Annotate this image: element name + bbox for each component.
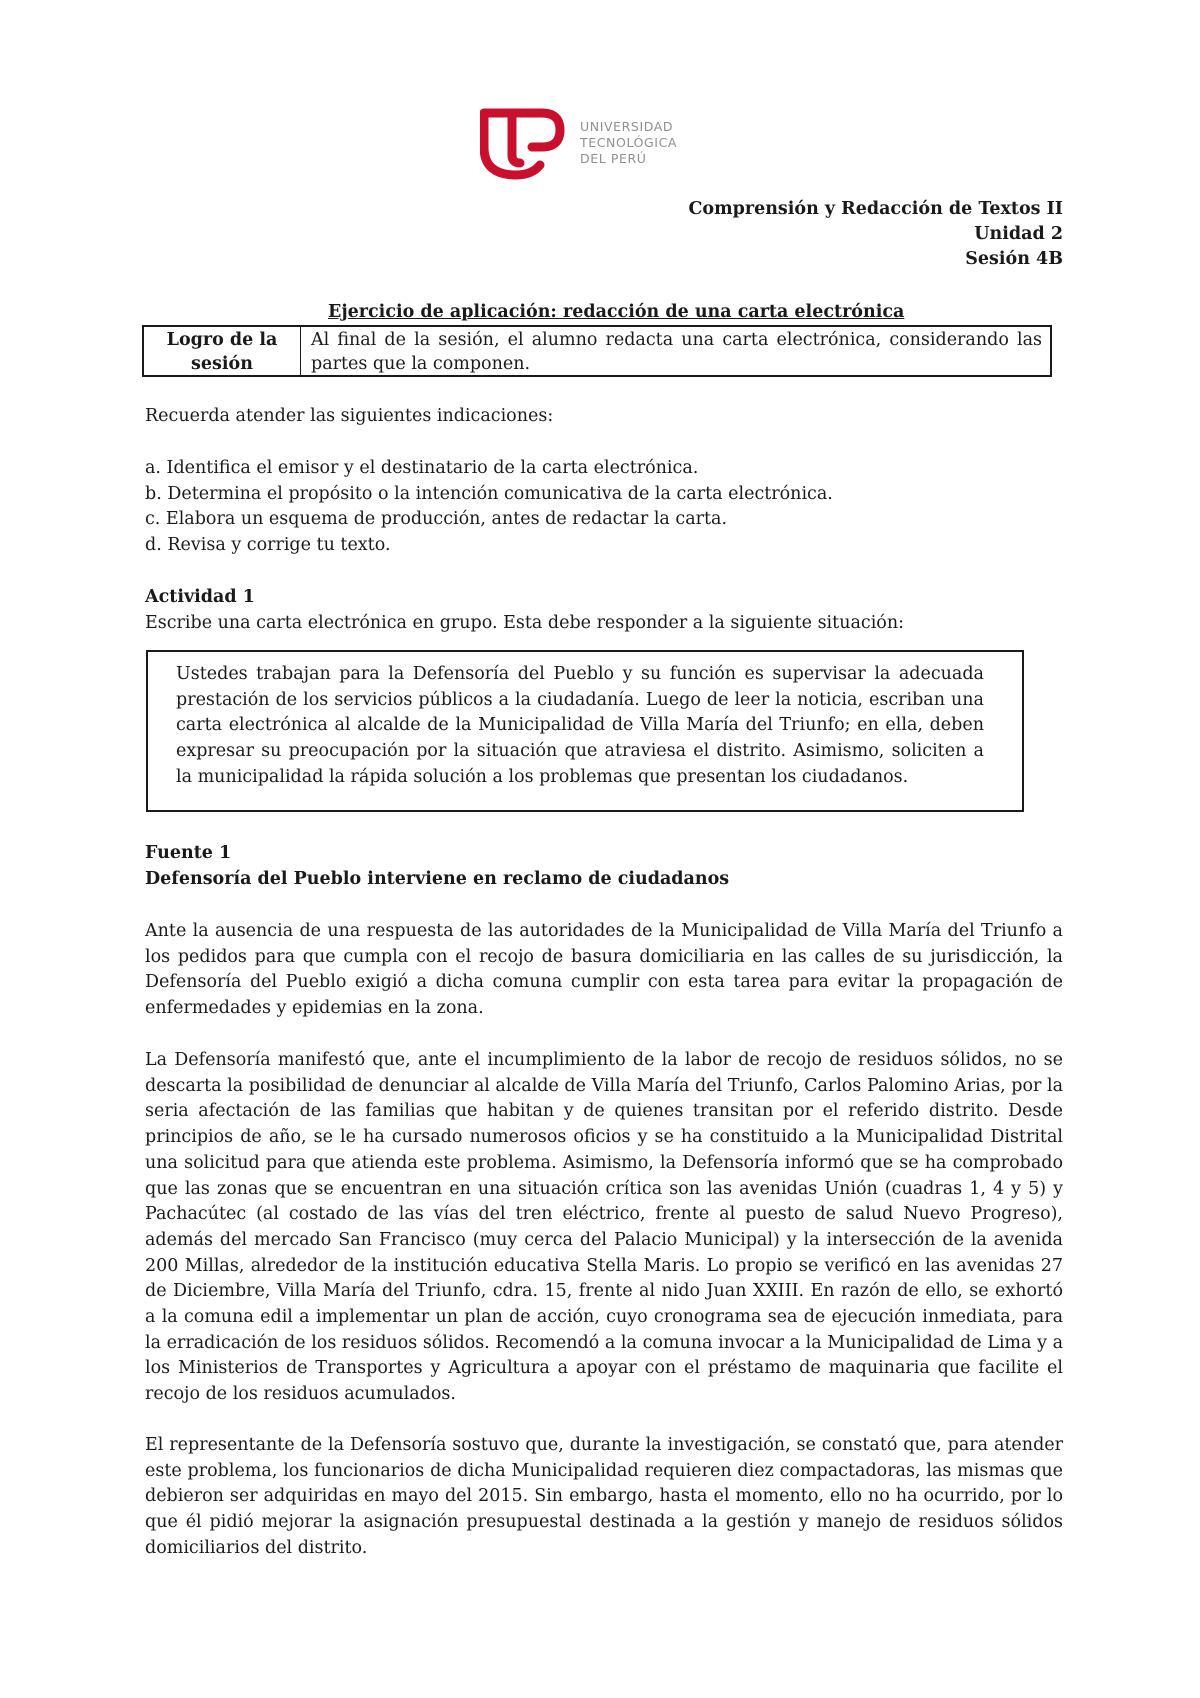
session-goal-table	[142, 325, 1052, 377]
activity-title: Actividad 1	[145, 587, 255, 607]
source-heading	[145, 841, 1063, 892]
exercise-title: Ejercicio de aplicación: redacción de una carta electrónica	[328, 302, 905, 322]
unit-label: Unidad 2	[974, 224, 1063, 244]
session-goal-text: Al final de la sesión, el alumno redacta una carta electrónica, considerando las partes que la componen.	[311, 330, 1042, 374]
indication-item: d. Revisa y corrige tu texto.	[145, 535, 391, 556]
source-paragraph: El representante de la Defensoría sostuvo que, durante la investigación, se constató que, para atender este problema, los funcionarios de dicha Municipalidad requieren diez compactadoras, las mismas que debieron ser adquiridas en mayo del 2015. Sin embargo, hasta el momento, ello no ha ocurrido, por lo que él pidió mejorar la asignación presupuestal destinada a la gestión y manejo de residuos sólidos domiciliarios del distrito.	[145, 1435, 1063, 1558]
utp-logo	[480, 103, 700, 183]
source-paragraph: Ante la ausencia de una respuesta de las autoridades de la Municipalidad de Villa María del Triunfo a los pedidos para que cumpla con el recojo de basura domiciliaria en las calles de su jurisdicción, la Defensoría del Pueblo exigió a dicha comuna cumplir con esta tarea para evitar la propagación de enfermedades y epidemias en la zona.	[145, 921, 1063, 1019]
logo-wordmark	[580, 119, 677, 167]
utp-logo-icon	[480, 103, 570, 181]
indications-list	[145, 456, 1063, 559]
logo-line-3: DEL PERÚ	[580, 151, 647, 166]
situation-box: Ustedes trabajan para la Defensoría del Pueblo y su función es supervisar la adecuada prestación de los servicios públicos a la ciudadanía. Luego de leer la noticia, escriban una carta electrónica al alcalde de la Municipalidad de Villa María del Triunfo; en ella, deben expresar su preocupación por la situación que atraviesa el distrito. Asimismo, soliciten a la municipalidad la rápida solución a los problemas que presentan los ciudadanos.	[146, 650, 1024, 812]
session-goal-label-line-2: sesión	[191, 354, 253, 374]
indication-item: a. Identifica el emisor y el destinatario de la carta electrónica.	[145, 458, 699, 478]
indication-item: b. Determina el propósito o la intención comunicativa de la carta electrónica.	[145, 483, 833, 504]
session-goal-label	[144, 327, 301, 375]
source-title: Defensoría del Pueblo interviene en reclamo de ciudadanos	[145, 868, 730, 889]
activity-instruction: Escribe una carta electrónica en grupo. Esta debe responder a la siguiente situación:	[145, 612, 904, 633]
session-goal-label-line-1: Logro de la	[166, 330, 278, 350]
course-title: Comprensión y Redacción de Textos II	[688, 199, 1063, 219]
course-header	[689, 197, 1064, 272]
session-label: Sesión 4B	[965, 249, 1063, 269]
source-label: Fuente 1	[145, 843, 232, 863]
indication-item: c. Elabora un esquema de producción, antes de redactar la carta.	[145, 509, 728, 530]
logo-line-2: TECNOLÓGICA	[580, 135, 678, 150]
activity-section	[145, 585, 1063, 636]
source-paragraph: La Defensoría manifestó que, ante el incumplimiento de la labor de recojo de residuos sólidos, no se descarta la posibilidad de denunciar al alcalde de Villa María del Triunfo, Carlos Palomino Arias, por la seria afectación de las familias que habitan y de quienes transitan por el referido distrito. Desde principios de año, se le ha cursado numerosos oficios y se ha constituido a la Municipalidad Distrital una solicitud para que atienda este problema. Asimismo, la Defensoría informó que se ha comprobado que las zonas que se encuentran en una situación crítica son las avenidas Unión (cuadras 1, 4 y 5) y Pachacútec (al costado de las vías del tren eléctrico, frente al puesto de salud Nuevo Progreso), además del mercado San Francisco (muy cerca del Palacio Municipal) y la intersección de la avenida 200 Millas, alrededor de la institución educativa Stella Maris. Lo propio se verificó en las avenidas 27 de Diciembre, Villa María del Triunfo, cdra. 15, frente al nido Juan XXIII. En razón de ello, se exhortó a la comuna edil a implementar un plan de acción, cuyo cronograma sea de ejecución inmediata, para la erradicación de los residuos sólidos. Recomendó a la comuna invocar a la Municipalidad de Lima y a los Ministerios de Transportes y Agricultura a apoyar con el préstamo de maquinaria que facilite el recojo de los residuos acumulados.	[145, 1050, 1063, 1405]
indications-intro: Recuerda atender las siguientes indicaciones:	[145, 406, 554, 426]
logo-line-1: UNIVERSIDAD	[580, 119, 674, 134]
